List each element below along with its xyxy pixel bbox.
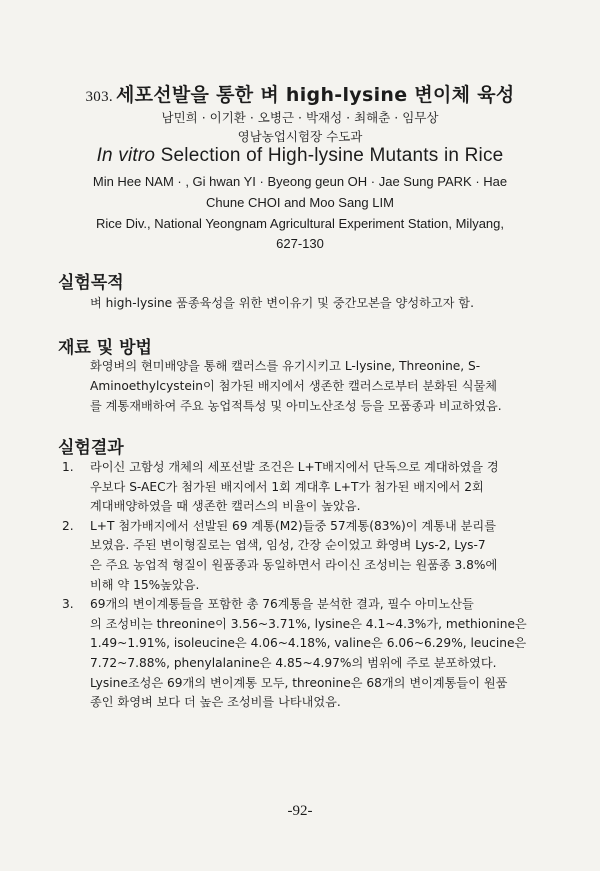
list-item — [62, 595, 544, 713]
text-line: Aminoethylcystein이 첨가된 배지에서 생존한 캘러스로부터 분화된 식물체 — [90, 379, 498, 393]
text-line: 우보다 S-AEC가 첨가된 배지에서 1회 계대후 L+T가 첨가된 배지에서 2회 — [90, 479, 484, 494]
section-heading-results: 실험결과 — [58, 438, 124, 458]
english-authors-line: Chune CHOI and Moo Sang LIM — [206, 195, 394, 210]
list-item — [62, 517, 544, 595]
english-title-rest: Selection of High-lysine Mutants in Rice — [155, 145, 504, 166]
korean-title-text: 세포선발을 통한 벼 high-lysine 변이체 육성 — [115, 84, 515, 106]
text-line: 69개의 변이계통들을 포함한 총 76계통을 분석한 결과, 필수 아미노산들 — [90, 597, 474, 612]
list-item — [62, 458, 544, 517]
list-marker: 3. — [62, 597, 74, 612]
korean-title — [0, 80, 600, 107]
text-line: 의 조성비는 threonine이 3.56~3.71%, lysine은 4.1~4.3%가, methionine은 — [90, 616, 527, 631]
text-line: Lysine조성은 69개의 변이계통 모두, threonine은 68개의 변이계통들이 원품 — [90, 675, 508, 690]
results-list — [62, 458, 544, 713]
list-marker: 2. — [62, 518, 74, 533]
text-line: 보였음. 주된 변이형질로는 엽색, 임성, 간장 순이었고 화영벼 Lys-2, Lys-7 — [90, 538, 486, 553]
text-line: 라이신 고함성 개체의 세포선발 조건은 L+T배지에서 단독으로 계대하였을 경 — [90, 460, 499, 474]
korean-affiliation: 영남농업시험장 수도과 — [237, 129, 363, 144]
text-line: 종인 화영벼 보다 더 높은 조성비를 나타내었음. — [90, 695, 341, 710]
english-title-italic: In vitro — [96, 145, 156, 166]
text-line: 화영벼의 현미배양을 통해 캘러스를 유기시키고 L-lysine, Threonine, S- — [90, 359, 481, 373]
english-affiliation-line: Rice Div., National Yeongnam Agricultural Experiment Station, Milyang, — [95, 216, 505, 231]
text-line: L+T 첨가배지에서 선발된 69 계통(M2)들중 57계통(83%)이 계통내 분리를 — [90, 518, 496, 533]
text-line: 7.72~7.88%, phenylalanine은 4.85~4.97%의 범위에 주로 분포하였다. — [90, 655, 497, 670]
korean-authors: 남민희 · 이기환 · 오병근 · 박재성 · 최해춘 · 임무상 — [161, 110, 439, 125]
text-line: 은 주요 농업적 형질이 원품종과 동일하면서 라이신 조성비는 원품종 3.8%에 — [90, 557, 498, 572]
text-line: 비해 약 15%높았음. — [90, 577, 200, 592]
text-line: 를 계통재배하여 주요 농업적특성 및 아미노산조성 등을 모품종과 비교하였음. — [90, 399, 502, 413]
text-line: 계대배양하였을 때 생존한 캘러스의 비율이 높았음. — [90, 499, 361, 514]
english-title — [0, 145, 600, 167]
methods-paragraph — [90, 356, 542, 416]
section-heading-purpose: 실험목적 — [58, 273, 124, 293]
english-authors-line: Min Hee NAM · , Gi hwan YI · Byeong geun OH · Jae Sung PARK · Hae — [92, 174, 508, 189]
abstract-number: 303. — [85, 89, 113, 105]
section-heading-methods: 재료 및 방법 — [58, 338, 152, 358]
page-number: -92- — [287, 803, 313, 819]
text-line: 벼 high-lysine 품종육성을 위한 변이유기 및 중간모본을 양성하고자 함. — [90, 296, 474, 310]
purpose-paragraph — [90, 293, 542, 313]
list-marker: 1. — [62, 460, 74, 474]
english-affiliation-line: 627-130 — [276, 236, 324, 251]
text-line: 1.49~1.91%, isoleucine은 4.06~4.18%, valine은 6.06~6.29%, leucine은 — [90, 636, 527, 651]
